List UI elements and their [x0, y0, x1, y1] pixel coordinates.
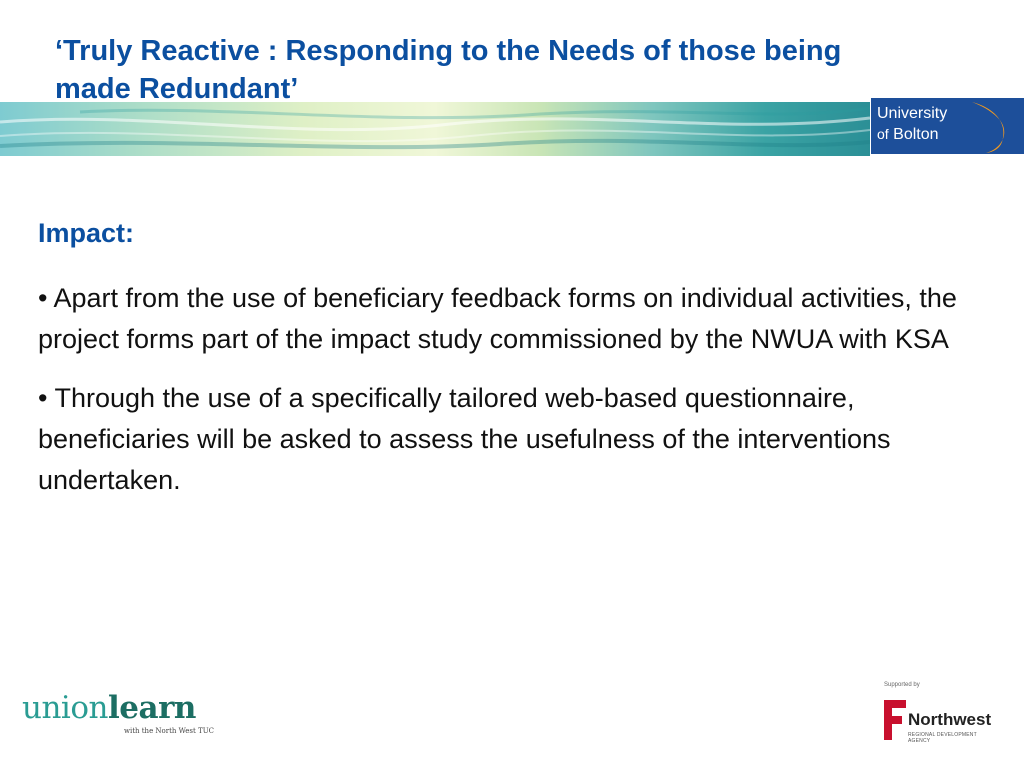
decorative-banner	[0, 102, 870, 156]
university-logo-of: of	[877, 126, 889, 142]
unionlearn-logo	[22, 690, 222, 740]
university-logo-line1: University	[877, 105, 948, 122]
unionlearn-part2: learn	[107, 690, 196, 726]
university-logo-line2	[877, 124, 947, 145]
bullet-item: • Apart from the use of beneficiary feedback forms on individual activities, the project forms part of the impact study commissioned by the NWUA with KSA	[38, 283, 957, 354]
section-heading: Impact:	[38, 218, 135, 248]
swoosh-icon	[964, 98, 1024, 154]
bullet-list	[38, 278, 978, 519]
slide-title: ‘Truly Reactive : Responding to the Needs of those being made Redundant’	[55, 35, 842, 105]
northwest-rda-logo	[882, 682, 992, 744]
northwest-subtitle: REGIONAL DEVELOPMENT AGENCY	[908, 732, 977, 744]
university-logo-name: Bolton	[893, 126, 939, 143]
supported-by-label: Supported by	[884, 682, 920, 688]
northwest-mark-icon	[884, 700, 906, 740]
northwest-name: Northwest	[908, 710, 992, 729]
unionlearn-part1: union	[22, 690, 108, 726]
unionlearn-wordmark	[22, 690, 222, 726]
bullet-item: • Through the use of a specifically tailored web-based questionnaire, beneficiaries will be asked to assess the usefulness of the interventions undertaken.	[38, 383, 891, 495]
unionlearn-subtitle: with the North West TUC	[123, 727, 214, 735]
university-logo-text	[877, 104, 947, 145]
banner-waves	[0, 102, 870, 156]
